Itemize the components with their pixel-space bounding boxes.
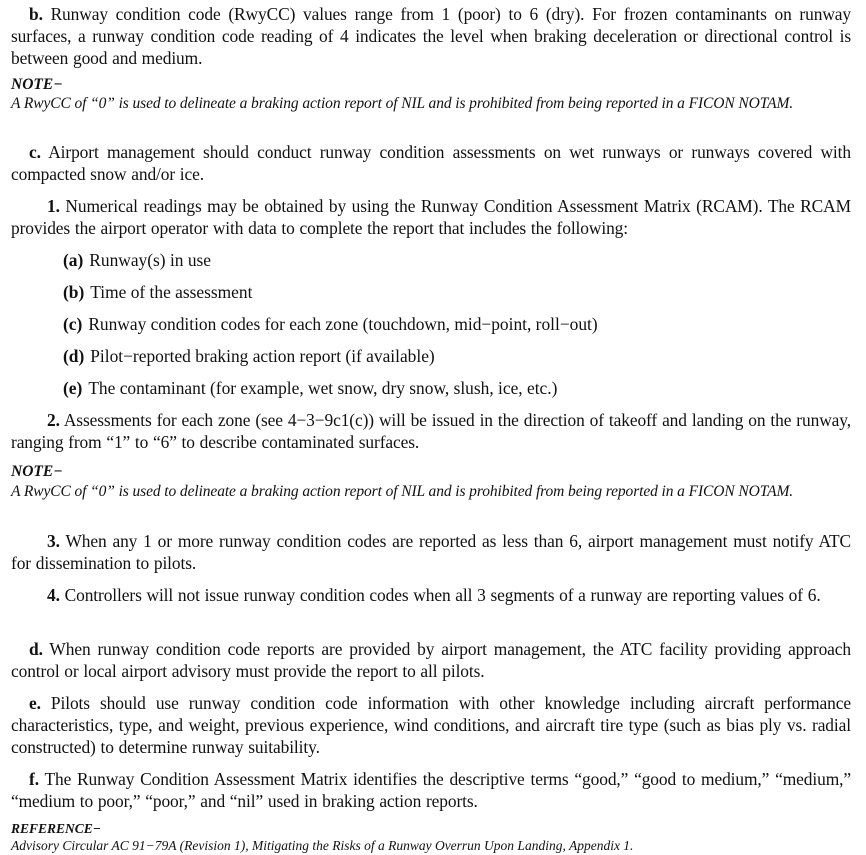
item-4 <box>11 584 851 606</box>
sub-item-text: Pilot−reported braking action report (if available) <box>90 346 435 366</box>
item-text: When any 1 or more runway condition codes are reported as less than 6, airport management must notify ATC for dissemination to pilots. <box>11 531 851 573</box>
sub-item-b <box>63 281 252 303</box>
item-text: Controllers will not issue runway condition codes when all 3 segments of a runway are reporting values of 6. <box>64 585 821 605</box>
item-text: Numerical readings may be obtained by using the Runway Condition Assessment Matrix (RCAM). The RCAM provides the airport operator with data to complete the report that includes the following: <box>11 196 851 238</box>
paragraph-d <box>11 638 851 682</box>
note-text: A RwyCC of “0” is used to delineate a braking action report of NIL and is prohibited from being reported in a FICON NOTAM. <box>11 95 794 112</box>
note-text: A RwyCC of “0” is used to delineate a braking action report of NIL and is prohibited from being reported in a FICON NOTAM. <box>11 483 794 500</box>
note-heading: NOTE− <box>11 463 63 480</box>
sub-item-c <box>63 313 598 335</box>
sub-item-e <box>63 377 557 399</box>
paragraph-f <box>11 768 851 812</box>
sub-item-label: (d) <box>63 346 85 366</box>
sub-item-text: Runway(s) in use <box>89 250 211 270</box>
item-1 <box>11 195 851 239</box>
paragraph-label: f. <box>29 769 39 789</box>
sub-item-text: The contaminant (for example, wet snow, dry snow, slush, ice, etc.) <box>88 378 558 398</box>
sub-item-a <box>63 249 211 271</box>
reference-text: Advisory Circular AC 91−79A (Revision 1), Mitigating the Risks of a Runway Overrun Upon Landing, Appendix 1. <box>11 838 634 853</box>
paragraph-text: When runway condition code reports are provided by airport management, the ATC facility providing approach control or local airport advisory must provide the report to all pilots. <box>11 639 851 681</box>
paragraph-c <box>11 141 851 185</box>
paragraph-text: Runway condition code (RwyCC) values range from 1 (poor) to 6 (dry). For frozen contaminants on runway surfaces, a runway condition code reading of 4 indicates the level when braking deceleration or directional control is between good and medium. <box>11 4 851 68</box>
sub-item-label: (b) <box>63 282 85 302</box>
paragraph-label: e. <box>29 693 41 713</box>
paragraph-text: Pilots should use runway condition code information with other knowledge including aircraft performance characteristics, type, and weight, previous experience, wind conditions, and aircraft tire type (such as bias ply vs. radial constructed) to determine runway suitability. <box>11 693 851 757</box>
item-2 <box>11 409 851 453</box>
paragraph-label: b. <box>29 4 43 24</box>
sub-item-label: (c) <box>63 314 83 334</box>
sub-item-label: (e) <box>63 378 83 398</box>
paragraph-label: c. <box>29 142 41 162</box>
item-text: Assessments for each zone (see 4−3−9c1(c)) will be issued in the direction of takeoff and landing on the runway, ranging from “1” to “6” to describe contaminated surfaces. <box>11 410 851 452</box>
sub-item-label: (a) <box>63 250 84 270</box>
note-heading: NOTE− <box>11 76 63 93</box>
paragraph-e <box>11 692 851 758</box>
paragraph-text: The Runway Condition Assessment Matrix identifies the descriptive terms “good,” “good to medium,” “medium,” “medium to poor,” “poor,” and “nil” used in braking action reports. <box>11 769 851 811</box>
sub-item-d <box>63 345 435 367</box>
sub-item-text: Runway condition codes for each zone (touchdown, mid−point, roll−out) <box>88 314 598 334</box>
item-label: 1. <box>47 196 60 216</box>
item-3 <box>11 530 851 574</box>
item-label: 3. <box>47 531 60 551</box>
paragraph-b <box>11 3 851 69</box>
item-label: 4. <box>47 585 60 605</box>
item-label: 2. <box>47 410 60 430</box>
paragraph-label: d. <box>29 639 43 659</box>
paragraph-text: Airport management should conduct runway condition assessments on wet runways or runways covered with compacted snow and/or ice. <box>11 142 851 184</box>
sub-item-text: Time of the assessment <box>90 282 253 302</box>
reference-heading: REFERENCE− <box>11 821 101 836</box>
